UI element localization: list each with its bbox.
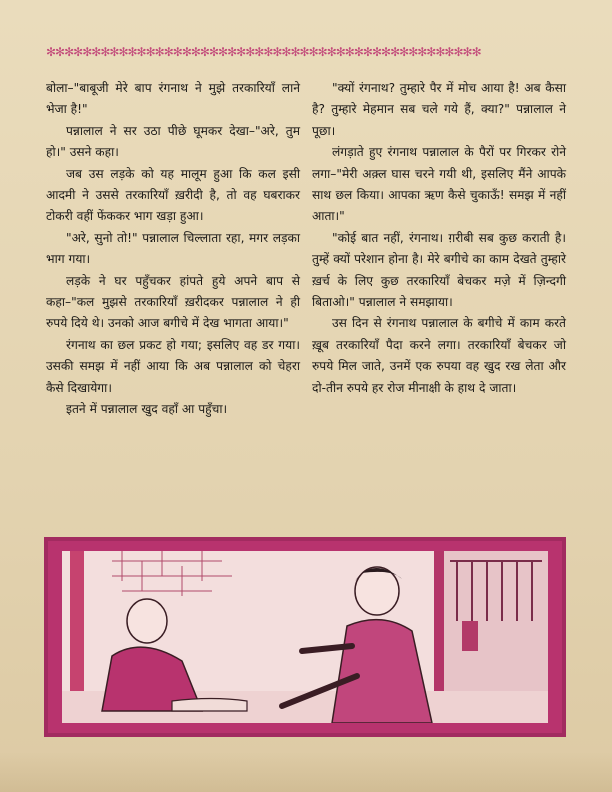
paragraph: "क्यों रंगनाथ? तुम्हारे पैर में मोच आया है! अब कैसा है? तुम्हारे मेहमान सब चले गये हैं, क्या?" पन्नालाल ने पूछा। [312, 81, 566, 138]
story-illustration [44, 537, 566, 737]
paragraph: उस दिन से रंगनाथ पन्नालाल के बगीचे में काम करते ख़ूब तरकारियाँ पैदा करने लगा। तरकारियाँ बेचकर जो रुपये मिल जाते, उनमें एक रुपया वह खुद रख लेता और दो-तीन रुपये हर रोज मीनाक्षी के हाथ दे जाता। [312, 316, 566, 395]
paragraph: जब उस लड़के को यह मालूम हुआ कि कल इसी आदमी ने उससे तरकारियाँ ख़रीदी है, तो वह घबराकर टोकरी वहीं फेंककर भाग खड़ा हुआ। [46, 166, 300, 224]
right-text-column [312, 78, 566, 399]
hanging-cloth [462, 621, 478, 651]
paragraph: पन्नालाल ने सर उठा पीछे घूमकर देखा–"अरे, तुम हो।" उसने कहा। [46, 123, 300, 160]
paragraph: लंगड़ाते हुए रंगनाथ पन्नालाल के पैरों पर गिरकर रोने लगा–"मेरी अक़्ल घास चरने गयी थी, इसलिए मैंने आपके साथ छल किया। आपका ऋण कैसे चुकाऊँ! समझ में नहीं आता।" [312, 145, 566, 224]
paragraph: बोला–"बाबूजी मेरे बाप रंगनाथ ने मुझे तरकारियाँ लाने भेजा है!" [46, 81, 300, 117]
paragraph: लड़के ने घर पहुँचकर हांपते हुये अपने बाप से कहा–"कल मुझसे तरकारियाँ ख़रीदकर पन्नालाल ने ही रुपये दिये थे। उनको आज बगीचे में देख भागता आया।" [46, 273, 300, 331]
page-shadow [0, 752, 612, 792]
paragraph: इतने में पन्नालाल खुद वहाँ आ पहुँचा। [66, 402, 228, 417]
paragraph: रंगनाथ का छल प्रकट हो गया; इसलिए वह डर गया। उसकी समझ में नहीं आया कि अब पन्नालाल को चेहरा कैसे दिखायेगा। [46, 337, 300, 395]
illustration-drawing [62, 551, 548, 723]
illustration-scene [62, 551, 548, 723]
left-text-column [46, 78, 300, 421]
paragraph: "अरे, सुनो तो!" पन्नालाल चिल्लाता रहा, मगर लड़का भाग गया। [46, 230, 300, 267]
paragraph: "कोई बात नहीं, रंगनाथ। ग़रीबी सब कुछ कराती है। तुम्हें क्यों परेशान होना है। मेरे बगीचे का काम देखते तुम्हारे ख़र्च के लिए कुछ तरकारियाँ बेचकर मज़े में ज़िन्दगी बिताओ।" पन्नालाल ने समझाया। [312, 230, 566, 310]
decorative-star-border: ✻✻✻✻✻✻✻✻✻✻✻✻✻✻✻✻✻✻✻✻✻✻✻✻✻✻✻✻✻✻✻✻✻✻✻✻✻✻✻✻✻✻✻✻✻✻✻✻ [46, 45, 481, 59]
